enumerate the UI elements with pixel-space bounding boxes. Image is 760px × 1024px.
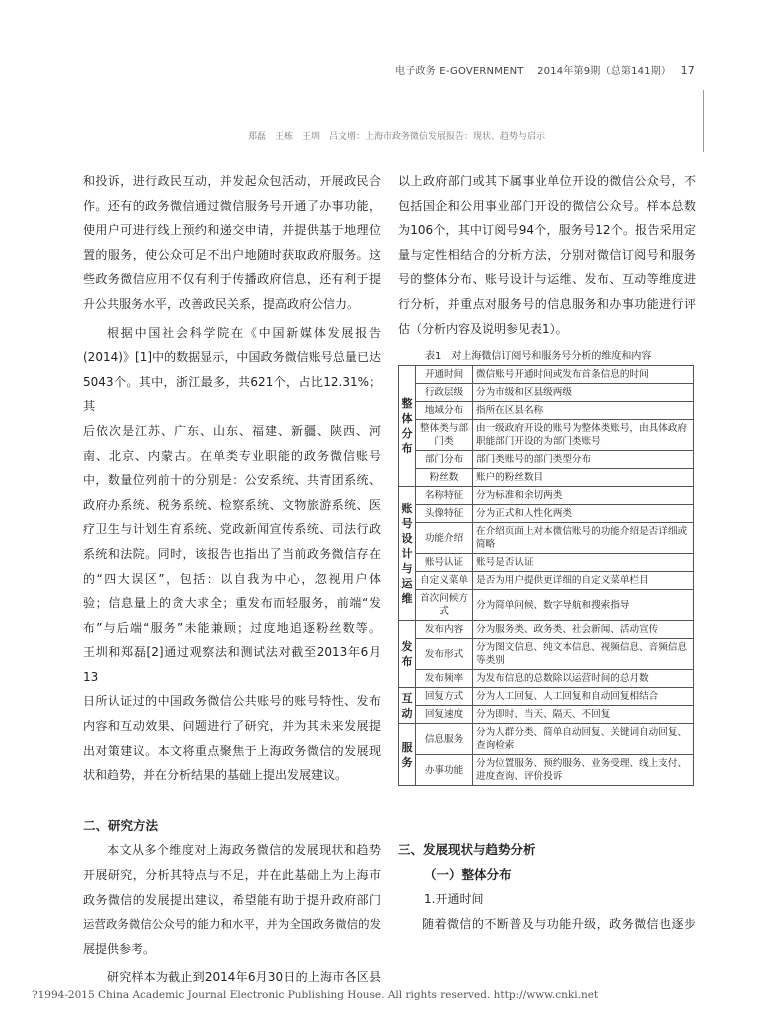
table-row: [399, 384, 694, 402]
table-row: [399, 706, 694, 724]
text-line: 和投诉，进行政民互动，并发起众包活动，开展政民合: [83, 174, 381, 188]
paragraph-2: [83, 321, 381, 788]
table-group-label: 账 号 设 计 与 运 维: [399, 487, 416, 621]
running-header: [395, 62, 695, 77]
table-row: [399, 554, 694, 572]
table-content-cell: 是否为用户提供更详细的自定义菜单栏目: [473, 572, 694, 590]
table-content-cell: 为发布信息的总数除以运营时间的总月数: [473, 670, 694, 688]
text-line: 根据中国社会科学院在《中国新媒体发展报告: [107, 325, 381, 340]
right-column-lower: [398, 838, 696, 936]
text-line: 展提供参考。: [83, 941, 156, 956]
table-row: [399, 402, 694, 420]
text-line: 南、北京、内蒙古。在单类专业职能的政务微信账号: [83, 448, 381, 463]
header-rule: [703, 90, 704, 152]
text-line: (2014)》[1]中的数据显示，中国政务微信账号总量已达: [83, 350, 381, 365]
text-line: 政府办系统、税务系统、检察系统、文物旅游系统、医: [83, 497, 381, 512]
table-group-label: 整 体 分 布: [399, 366, 416, 487]
table-dimension-cell: 账号认证: [416, 554, 473, 572]
text-line: 的“四大误区”，包括：以自我为中心，忽视用户体: [83, 571, 381, 586]
text-line: 行分析，并重点对服务号的信息服务和办事功能进行评: [398, 296, 696, 311]
text-line: 验；信息量上的贪大求全；重发布而轻服务，前端“发: [83, 596, 381, 611]
text-line: 开展研究，分析其特点与不足，并在此基础上为上海市: [83, 868, 381, 883]
table-content-cell: 分为简单问候、数字导航和搜索指导: [473, 590, 694, 621]
table-row: [399, 523, 694, 554]
text-line: 使用户可进行线上预约和递交申请，并提供基于地理位: [83, 223, 381, 238]
subsection-heading: （一）整体分布: [424, 866, 512, 882]
table-dimension-cell: 开通时间: [416, 366, 473, 384]
table-content-cell: 指所在区县名称: [473, 402, 694, 420]
table-content-cell: 部门类账号的部门类型分布: [473, 451, 694, 469]
table-dimension-cell: 头像特征: [416, 505, 473, 523]
text-line: 系统和法院。同时，该报告也指出了当前政务微信存在: [83, 546, 381, 561]
table-row: [399, 572, 694, 590]
paragraph-1: [83, 169, 381, 317]
section-3-heading: 三、发展现状与趋势分析: [398, 842, 536, 857]
text-line: 作。还有的政务微信通过微信服务号开通了办事功能，: [83, 198, 381, 213]
table-dimension-cell: 发布形式: [416, 639, 473, 670]
table-content-cell: 在介绍页面上对本微信账号的功能介绍是否详细或简略: [473, 523, 694, 554]
paragraph-3: [83, 838, 381, 961]
table-dimension-cell: 回复速度: [416, 706, 473, 724]
table-row: [399, 366, 694, 384]
table-dimension-cell: 整体类与部门类: [416, 420, 473, 451]
text-line: 包括国企和公用事业部门开设的微信公众号。样本总数: [398, 198, 696, 213]
text-line: 5043个。其中，浙江最多，共621个，占比12.31%；其: [83, 374, 381, 414]
article-running-title: 郑磊 王栋 王圳 吕文增：上海市政务微信发展报告：现状、趋势与启示: [248, 132, 546, 142]
text-line: 政务微信的发展提出建议，希望能有助于提升政府部门: [83, 892, 381, 907]
table-content-cell: 分为服务类、政务类、社会新闻、活动宣传: [473, 621, 694, 639]
text-line: 估（分析内容及说明参见表1）。: [398, 321, 568, 336]
table-row: [399, 688, 694, 706]
table-content-cell: 分为人工回复、人工回复和自动回复相结合: [473, 688, 694, 706]
table-dimension-cell: 信息服务: [416, 724, 473, 755]
text-line: 中，数量位列前十的分别是：公安系统、共青团系统、: [83, 473, 381, 488]
table-content-cell: 账户的粉丝数目: [473, 469, 694, 487]
text-line: 后依次是江苏、广东、山东、福建、新疆、陕西、河: [83, 423, 381, 438]
page-number: 17: [680, 64, 695, 77]
table-dimension-cell: 功能介绍: [416, 523, 473, 554]
text-line: 疗卫生与计划生育系统、党政新闻宣传系统、司法行政: [83, 522, 381, 537]
text-line: 些政务微信应用不仅有利于传播政府信息，还有利于提: [83, 272, 381, 287]
table-dimension-cell: 行政层级: [416, 384, 473, 402]
paragraph-right-1: [398, 169, 696, 341]
text-line: 日所认证过的中国政务微信公共账号的账号特性、发布: [83, 694, 381, 709]
table-content-cell: 分为图文信息、纯文本信息、视频信息、音频信息等类别: [473, 639, 694, 670]
table-row: [399, 639, 694, 670]
table-row: [399, 420, 694, 451]
text-line: 布”与后端“服务”未能兼顾；过度地追逐粉丝数等。: [83, 620, 381, 635]
text-line: 以上政府部门或其下属事业单位开设的微信公众号，不: [398, 174, 696, 188]
table-row: [399, 487, 694, 505]
table-row: [399, 469, 694, 487]
section-2-heading: 二、研究方法: [83, 817, 159, 833]
table-row: [399, 621, 694, 639]
table-row: [399, 670, 694, 688]
paragraph-right-2: 随着微信的不断普及与功能升级，政务微信也逐步: [422, 916, 696, 931]
table-dimension-cell: 发布内容: [416, 621, 473, 639]
table-content-cell: 分为正式和人性化两类: [473, 505, 694, 523]
paragraph-4: 研究样本为截止到2014年6月30日的上海市各区县: [107, 970, 381, 985]
text-line: 出对策建议。本文将重点聚焦于上海政务微信的发展现: [83, 743, 381, 758]
text-line: 本文从多个维度对上海政务微信的发展现状和趋势: [107, 843, 381, 858]
text-line: 升公共服务水平，改善政民关系，提高政府公信力。: [83, 296, 360, 311]
text-line: 王圳和郑磊[2]通过观察法和测试法对截至2013年6月13: [83, 645, 381, 684]
left-column: [83, 169, 381, 990]
table-content-cell: 分为位置服务、预约服务、业务受理、线上支付、进度查询、评价投诉: [473, 755, 694, 786]
right-column: [398, 169, 696, 341]
table-content-cell: 微信账号开通时间或发布首条信息的时间: [473, 366, 694, 384]
table-content-cell: 分为标准和余切两类: [473, 487, 694, 505]
table-row: [399, 590, 694, 621]
text-line: 内容和互动效果、问题进行了研究，并为其未来发展提: [83, 719, 381, 734]
table-dimension-cell: 粉丝数: [416, 469, 473, 487]
table-content-cell: 分为人群分类、简单自动回复、关键词自动回复、查询检索: [473, 724, 694, 755]
journal-name: 电子政务 E-GOVERNMENT: [395, 66, 524, 77]
issue-info: 2014年第9期（总第141期）: [537, 66, 672, 77]
text-line: 量与定性相结合的分析方法，分别对微信订阅号和服务: [398, 247, 696, 262]
table-row: [399, 505, 694, 523]
text-line: 为106个，其中订阅号94个，服务号12个。报告采用定: [398, 223, 696, 238]
text-line: 运营政务微信公众号的能力和水平，并为全国政务微信的发: [83, 917, 381, 932]
table-dimension-cell: 回复方式: [416, 688, 473, 706]
table-group-label: 互 动: [399, 688, 416, 724]
subsubsection-heading: 1.开通时间: [424, 892, 484, 907]
table-group-label: 发 布: [399, 621, 416, 688]
table-group-label: 服 务: [399, 724, 416, 786]
table-dimension-cell: 首次问候方式: [416, 590, 473, 621]
text-line: 号的整体分布、账号设计与运维、发布、互动等维度进: [398, 272, 696, 287]
table-dimension-cell: 地域分布: [416, 402, 473, 420]
table-dimension-cell: 自定义菜单: [416, 572, 473, 590]
copyright-footer: ?1994-2015 China Academic Journal Electronic Publishing House. All rights reserved. http://www.cnki.net: [32, 989, 599, 1001]
table-dimension-cell: 发布频率: [416, 670, 473, 688]
table-dimension-cell: 办事功能: [416, 755, 473, 786]
dimensions-table: [398, 365, 694, 786]
table-content-cell: 由一级政府开设的账号为整体类账号，由具体政府职能部门开设的为部门类账号: [473, 420, 694, 451]
text-line: 置的服务，使公众可足不出户地随时获取政府服务。这: [83, 247, 381, 262]
table-row: [399, 755, 694, 786]
text-line: 状和趋势，并在分析结果的基础上提出发展建议。: [83, 768, 348, 783]
table-dimension-cell: 部门分布: [416, 451, 473, 469]
table-content-cell: 分为即时、当天、隔天、不回复: [473, 706, 694, 724]
table-caption: 表1 对上海微信订阅号和服务号分析的维度和内容: [425, 351, 652, 362]
table-row: [399, 724, 694, 755]
table-dimension-cell: 名称特征: [416, 487, 473, 505]
table-content-cell: 账号是否认证: [473, 554, 694, 572]
table-content-cell: 分为市级和区县级两级: [473, 384, 694, 402]
table-row: [399, 451, 694, 469]
